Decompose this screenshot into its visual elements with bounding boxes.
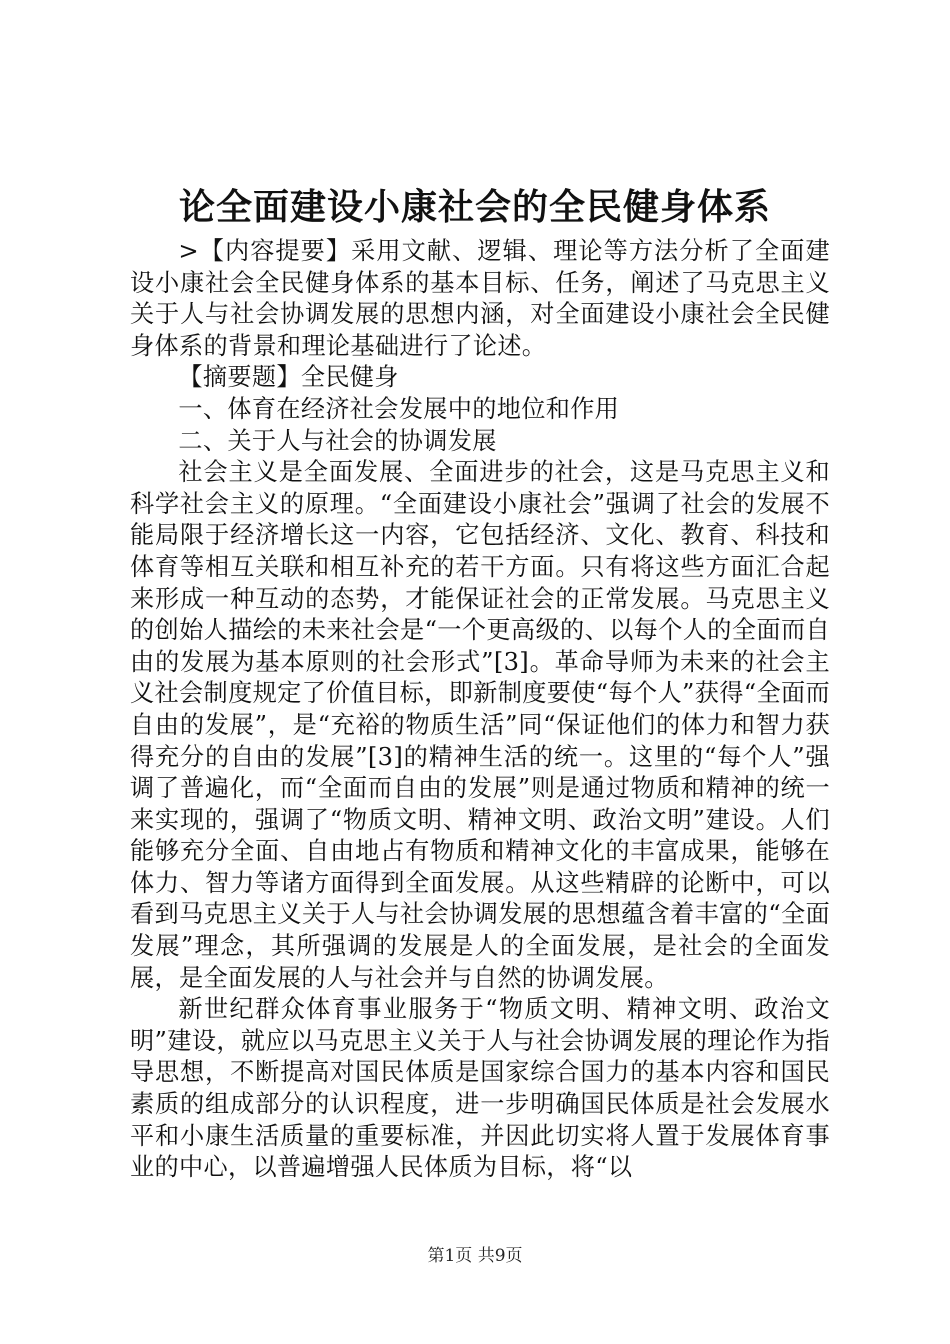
body-paragraph: 新世纪群众体育事业服务于“物质文明、精神文明、政治文明”建设，就应以马克思主义关于人与社会协调发展的理论作为指导思想，不断提高对国民体质是国家综合国力的基本内容和国民素质的组成部分的认识程度，进一步明确国民体质是社会发展水平和小康生活质量的重要标准，并因此切实将人置于发展体育事业的中心，以普遍增强人民体质为目标，将“以 (130, 995, 830, 1182)
document-body (130, 236, 830, 1184)
keyword-line: 【摘要题】全民健身 (178, 363, 399, 392)
abstract-paragraph: >【内容提要】采用文献、逻辑、理论等方法分析了全面建设小康社会全民健身体系的基本目标、任务，阐述了马克思主义关于人与社会协调发展的思想内涵，对全面建设小康社会全民健身体系的背景和理论基础进行了论述。 (130, 237, 830, 360)
page-number-footer: 第1页 共9页 (427, 1246, 523, 1266)
section-heading-2: 二、关于人与社会的协调发展 (178, 426, 497, 455)
body-paragraph: 社会主义是全面发展、全面进步的社会，这是马克思主义和科学社会主义的原理。“全面建设小康社会”强调了社会的发展不能局限于经济增长这一内容，它包括经济、文化、教育、科技和体育等相互关联和相互补充的若干方面。只有将这些方面汇合起来形成一种互动的态势，才能保证社会的正常发展。马克思主义的创始人描绘的未来社会是“一个更高级的、以每个人的全面而自由的发展为基本原则的社会形式”[3]。革命导师为未来的社会主义社会制度规定了价值目标，即新制度要使“每个人”获得“全面而自由的发展”，是“充裕的物质生活”同“保证他们的体力和智力获得充分的自由的发展”[3]的精神生活的统一。这里的“每个人”强调了普遍化，而“全面而自由的发展”则是通过物质和精神的统一来实现的，强调了“物质文明、精神文明、政治文明”建设。人们能够充分全面、自由地占有物质和精神文化的丰富成果，能够在体力、智力等诸方面得到全面发展。从这些精辟的论断中，可以看到马克思主义关于人与社会协调发展的思想蕴含着丰富的“全面发展”理念，其所强调的发展是人的全面发展，是社会的全面发展，是全面发展的人与社会并与自然的协调发展。 (130, 458, 830, 992)
document-title: 论全面建设小康社会的全民健身体系 (178, 186, 771, 228)
section-heading-1: 一、体育在经济社会发展中的地位和作用 (178, 394, 620, 423)
